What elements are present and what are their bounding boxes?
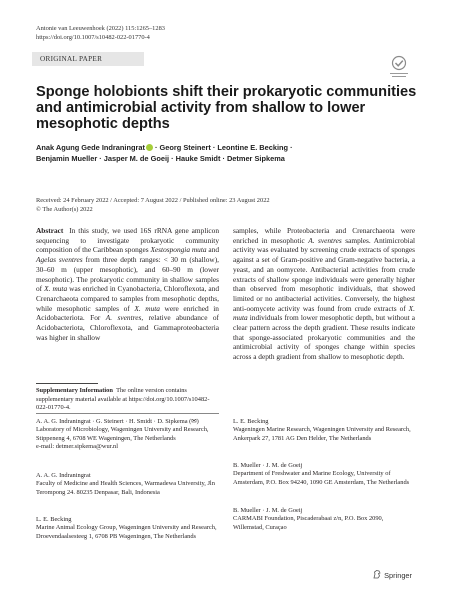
supplementary-heading: Supplementary Information xyxy=(36,387,113,394)
publication-dates xyxy=(36,197,426,214)
history-dates: Received: 24 February 2022 / Accepted: 7 August 2022 / Published online: 23 August 2022 xyxy=(36,197,270,204)
article-title: Sponge holobionts shift their prokaryotic communities and antimicrobial activity from shallow to lower mesophotic depths xyxy=(36,84,417,133)
affiliation-address: CARMABI Foundation, Piscaderabaai z/n, P.O. Box 2090, Willemstad, Curaçao xyxy=(233,515,384,531)
affiliation-block xyxy=(233,507,415,532)
authors-line-2: Benjamin Mueller · Jasper M. de Goeij · Hauke Smidt · Detmer Sipkema xyxy=(36,154,285,163)
abstract-text: , relative abundance of Acidobacteriota, Chloroflexota, and Gammaproteobacteria was higher in shallow xyxy=(36,313,219,342)
affiliation-names: A. A. G. Indraningrat xyxy=(36,472,91,479)
corresponding-email[interactable]: e-mail: detmer.sipkema@wur.nl xyxy=(36,443,119,451)
abstract-right-column xyxy=(233,226,415,362)
first-author[interactable]: Anak Agung Gede Indraningrat xyxy=(36,143,145,152)
author-list xyxy=(36,142,426,164)
species-name: A. sventres xyxy=(308,235,342,245)
abstract-text: In this study, we used 16S rRNA gene amplicon sequencing to investigate prokaryotic community composition of the Caribbean sponges xyxy=(36,226,219,255)
authors-line-1 xyxy=(36,142,426,153)
journal-citation: Antonie van Leeuwenhoek (2022) 115:1265–1283 xyxy=(36,25,165,32)
species-name: Xestospongia muta xyxy=(150,245,207,255)
journal-doi[interactable]: https://doi.org/10.1007/s10482-022-01770-4 xyxy=(36,33,150,41)
abstract-text: were enriched in Acidobacteriota. For xyxy=(36,303,219,323)
publisher-logo xyxy=(372,569,412,580)
affiliation-block xyxy=(233,462,415,487)
affiliation-block xyxy=(36,418,219,452)
affiliation-address: Laboratory of Microbiology, Wageningen University and Research, Stippeneng 4, 6708 WE Wageningen, The Netherlands xyxy=(36,426,209,442)
copyright: © The Author(s) 2022 xyxy=(36,205,93,213)
affiliation-names: L. E. Becking xyxy=(233,418,269,425)
abstract-text: from three depth ranges: < 30 m (shallow), 30–60 m (upper mesophotic), and 60–90 m (lower mesophotic). The prokaryotic community in shallow samples of xyxy=(36,255,219,294)
abstract-heading: Abstract xyxy=(36,226,64,235)
abstract-text: individuals from lower mesophotic depth, but without a clear pattern across the depth gradient. These results indicate that sponge-associated prokaryotic communities and the antimicrobial activity of sponges change within species across a depth gradient from shallow to mesophotic depth. xyxy=(233,313,415,362)
abstract-text: samples. Antimicrobial activity was evaluated by screening crude extracts of sponges against a set of Gram-positive and Gram-negative bacteria, a yeast, and an oomycete. Antibacterial activities from crude extracts of shallow sponge individuals were generally higher than observed from mesophotic individuals, that showed limited or no antibacterial activities. Conversely, the highest anti-oomycete activity was found from crude extracts of xyxy=(233,235,415,313)
affiliation-names: A. A. G. Indraningrat · G. Steinert · H. Smidt · D. Sipkema (✉) xyxy=(36,418,199,425)
species-name: Agelas sventres xyxy=(36,255,83,265)
species-name: X. muta xyxy=(134,303,160,313)
affiliation-address: Department of Freshwater and Marine Ecology, University of Amsterdam, P.O. Box 94240, 1090 GE Amsterdam, The Netherlands xyxy=(233,470,410,486)
abstract-text: and xyxy=(206,245,219,255)
supplementary-info xyxy=(36,387,219,413)
affiliation-address: Faculty of Medicine and Health Sciences, Warmadewa University, Jln Terompong 24. 80235 Denpasar, Bali, Indonesia xyxy=(36,480,215,496)
springer-horse-icon xyxy=(372,569,382,579)
affiliation-address: Wageningen Marine Research, Wageningen University and Research, Ankerpark 27, 1781 AG Den Helder, The Netherlands xyxy=(233,426,411,442)
publisher-name: Springer xyxy=(384,571,412,580)
check-for-updates-icon[interactable] xyxy=(384,55,414,81)
journal-header xyxy=(36,25,165,42)
affiliation-names: L. E. Becking xyxy=(36,516,72,523)
supplementary-text[interactable]: The online version contains supplementary material available at https://doi.org/10.1007/s10482-022-01770-4. xyxy=(36,387,210,412)
abstract-text: was enriched in Cyanobacteria, Chloroflexota, and Crenarchaeota compared to samples from mesophotic depths, while mesophotic samples of xyxy=(36,284,219,313)
affiliation-divider xyxy=(36,413,219,414)
species-name: A. sventres xyxy=(105,313,142,323)
affiliation-names: B. Mueller · J. M. de Goeij xyxy=(233,507,303,514)
affiliation-block xyxy=(36,516,219,541)
affiliation-address: Marine Animal Ecology Group, Wageningen University and Research, Droevendaalsesteeg 1, 6708 PB Wageningen, The Netherlands xyxy=(36,524,217,540)
abstract-left-column xyxy=(36,226,219,342)
affiliation-block xyxy=(233,418,415,443)
article-type-label: ORIGINAL PAPER xyxy=(40,54,103,63)
article-type-badge xyxy=(32,52,144,66)
authors-line-1-rest: · Georg Steinert · Leontine E. Becking · xyxy=(152,143,293,152)
affiliation-names: B. Mueller · J. M. de Goeij xyxy=(233,462,303,469)
species-name: X. muta xyxy=(233,303,415,323)
abstract-text: samples, while Proteobacteria and Crenarchaeota were enriched in mesophotic xyxy=(233,226,415,245)
footnote-rule xyxy=(36,383,98,384)
orcid-icon[interactable] xyxy=(146,144,153,151)
affiliation-block xyxy=(36,472,219,497)
species-name: X. muta xyxy=(44,284,68,294)
